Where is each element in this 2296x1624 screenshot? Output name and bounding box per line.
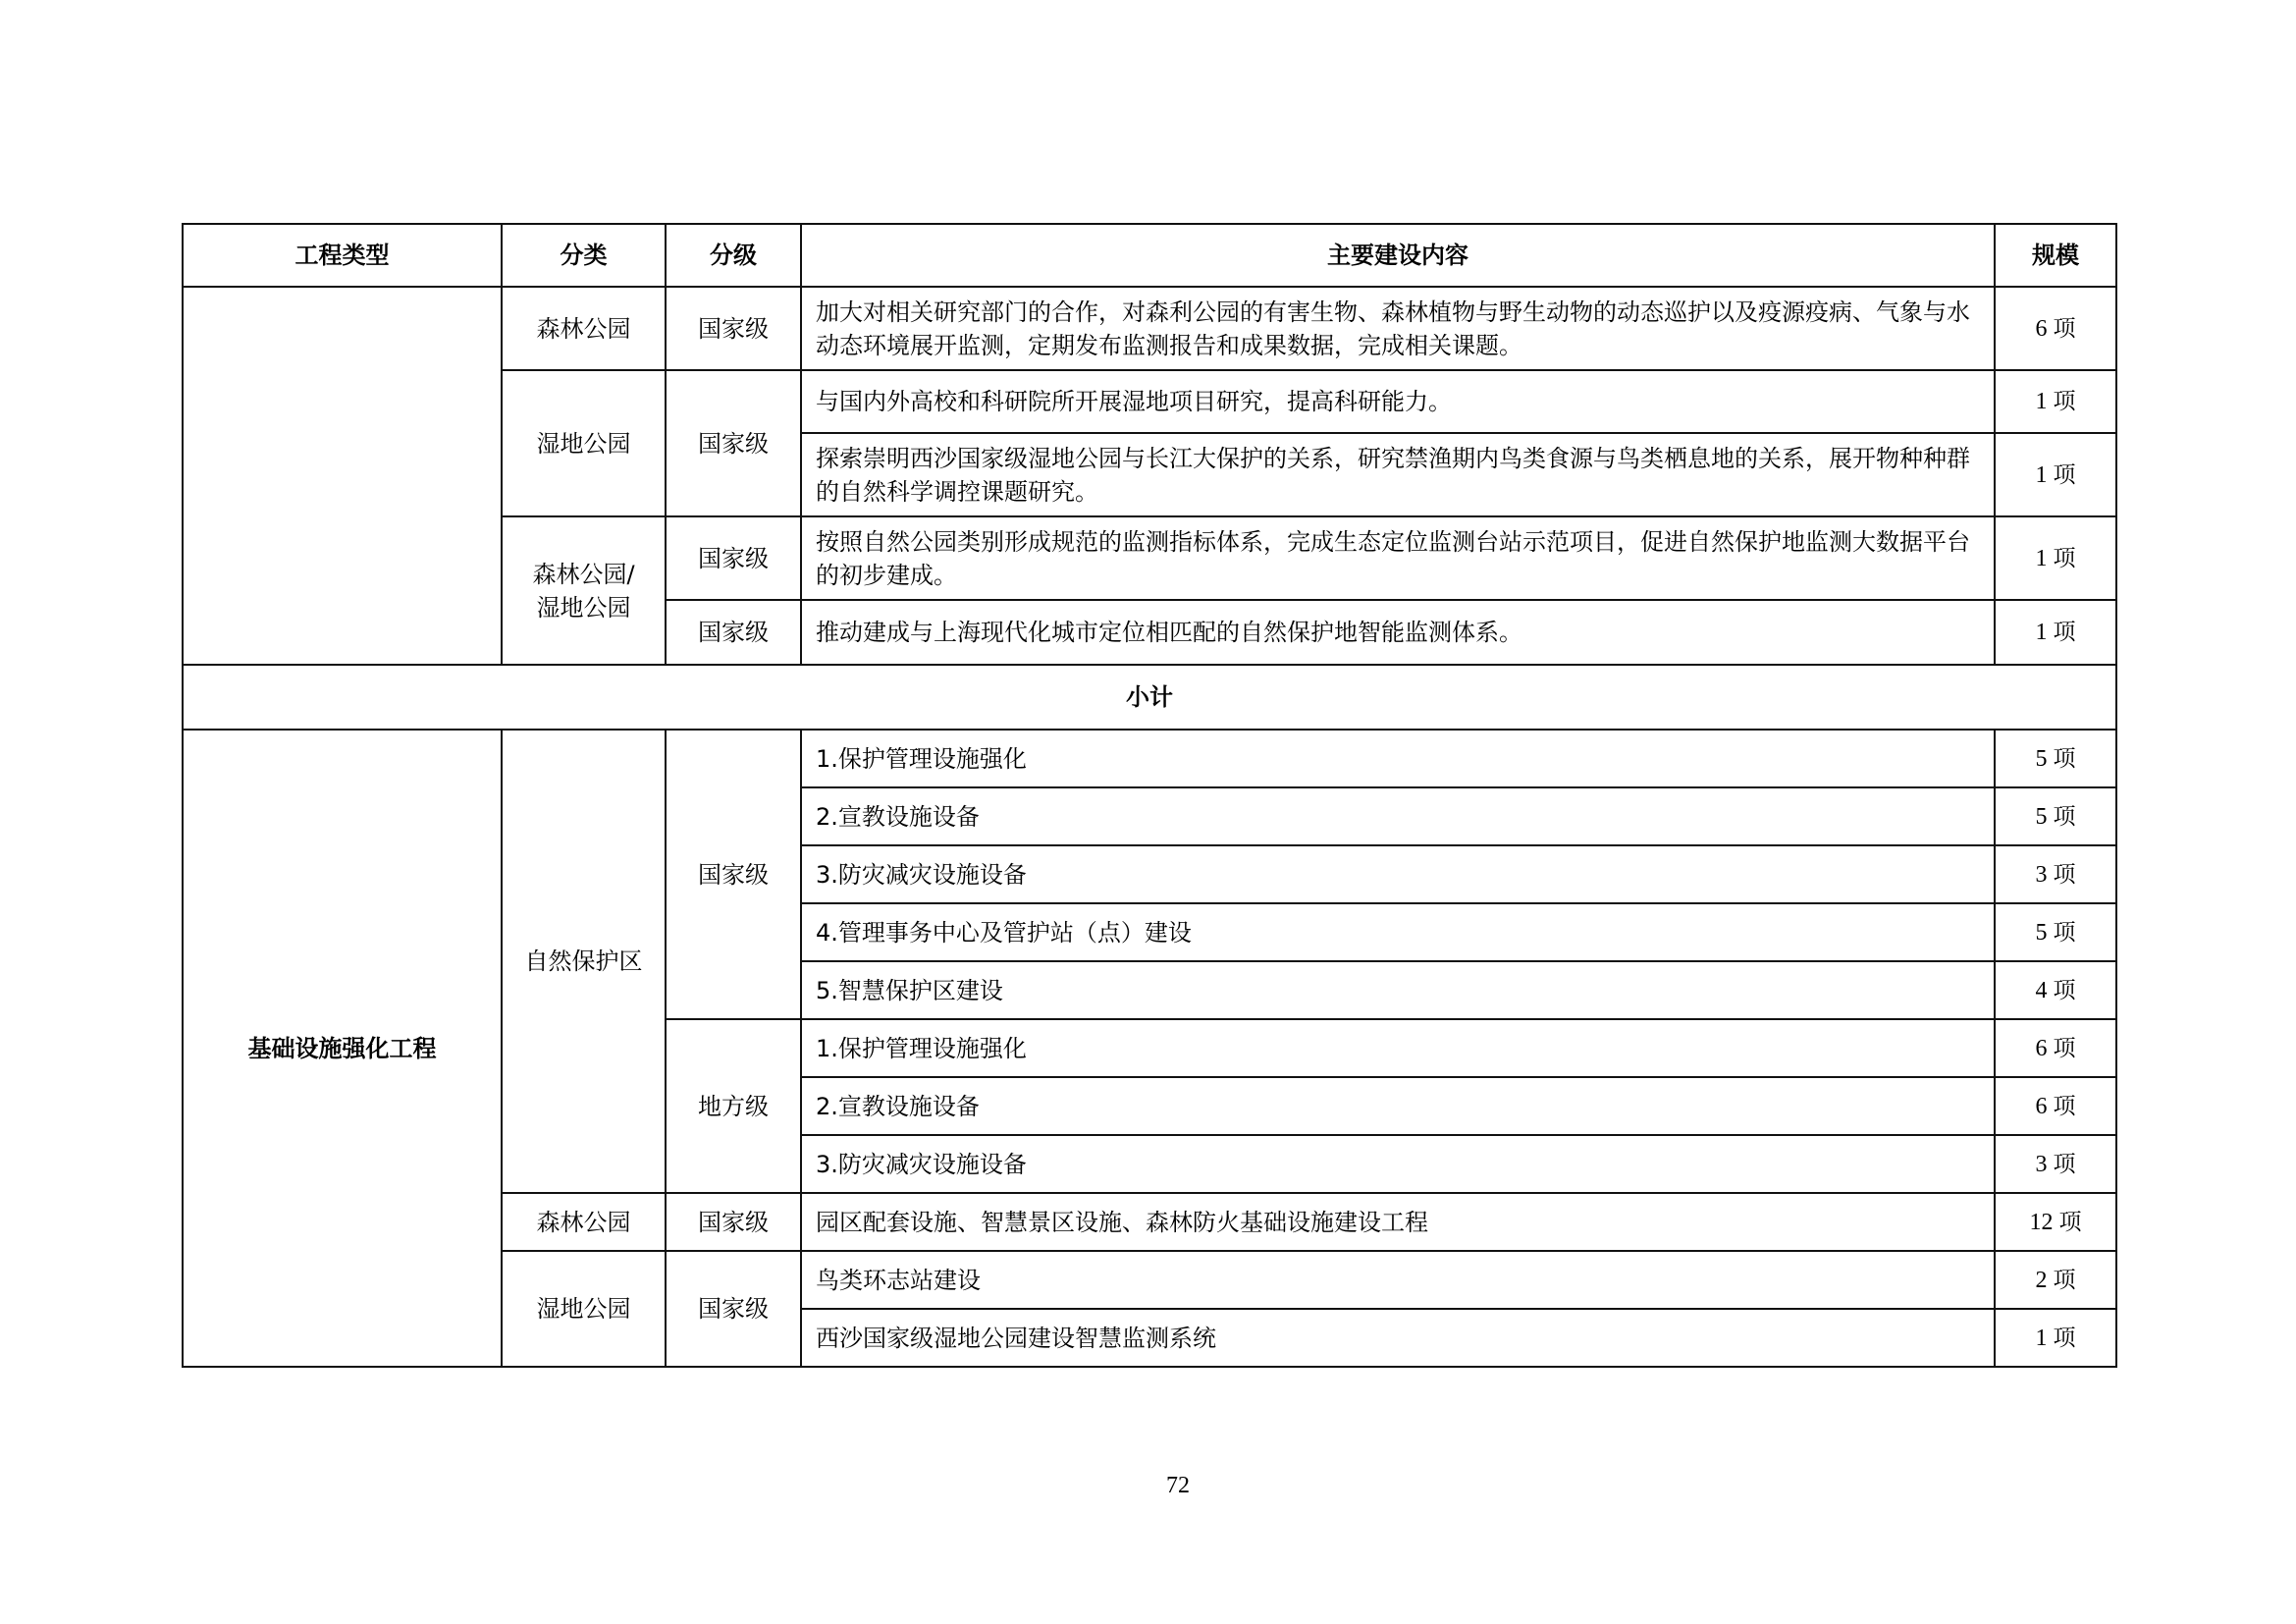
category-cell: 森林公园 [502,1193,666,1251]
scale-number: 2 [2035,1267,2048,1293]
content-cell: 1.保护管理设施强化 [801,1019,1995,1077]
scale-unit: 项 [2053,977,2076,1003]
scale-unit: 项 [2058,1209,2082,1235]
content-cell: 按照自然公园类别形成规范的监测指标体系，完成生态定位监测台站示范项目，促进自然保护地监测大数据平台的初步建成。 [801,516,1995,600]
content-cell: 加大对相关研究部门的合作，对森利公园的有害生物、森林植物与野生动物的动态巡护以及疫源疫病、气象与水动态环境展开监测，定期发布监测报告和成果数据，完成相关课题。 [801,287,1995,370]
scale-unit: 项 [2053,1325,2076,1351]
scale-number: 1 [2035,620,2048,645]
scale-number: 6 [2035,315,2048,342]
content-cell: 2.宣教设施设备 [801,1077,1995,1135]
level-cell: 国家级 [666,730,801,1019]
content-text: 1.保护管理设施强化 [816,744,1027,773]
content-cell: 与国内外高校和科研院所开展湿地项目研究，提高科研能力。 [801,370,1995,433]
scale-cell [1995,787,2116,845]
scale-cell [1995,730,2116,787]
level-cell: 国家级 [666,287,801,370]
scale-cell [1995,600,2116,665]
scale-cell [1995,433,2116,516]
content-cell: 探索崇明西沙国家级湿地公园与长江大保护的关系，研究禁渔期内鸟类食源与鸟类栖息地的关系，展开物种种群的自然科学调控课题研究。 [801,433,1995,516]
scale-unit: 项 [2053,1151,2076,1177]
scale-unit: 项 [2053,919,2076,946]
category-cell [502,516,666,665]
scale-unit: 项 [2053,1035,2076,1061]
content-cell: 推动建成与上海现代化城市定位相匹配的自然保护地智能监测体系。 [801,600,1995,665]
scale-number: 5 [2035,919,2048,946]
scale-number: 1 [2035,1325,2048,1351]
scale-cell [1995,1193,2116,1251]
scale-number: 3 [2035,861,2048,888]
scale-unit: 项 [2053,461,2076,488]
table-row [183,287,2116,370]
scale-cell [1995,1251,2116,1309]
scale-unit: 项 [2053,620,2076,645]
header-level: 分级 [666,224,801,287]
scale-cell [1995,287,2116,370]
content-cell: 5.智慧保护区建设 [801,961,1995,1019]
scale-unit: 项 [2053,861,2076,888]
header-scale: 规模 [1995,224,2116,287]
scale-unit: 项 [2053,803,2076,830]
level-cell: 国家级 [666,1193,801,1251]
scale-cell [1995,961,2116,1019]
scale-unit: 项 [2053,1267,2076,1293]
type-cell [183,287,502,665]
category-cell: 自然保护区 [502,730,666,1193]
content-cell [801,730,1995,787]
scale-number: 12 [2029,1209,2054,1235]
subtotal-label: 小计 [183,665,2116,730]
scale-number: 3 [2035,1151,2048,1177]
category-cell: 湿地公园 [502,370,666,516]
scale-cell [1995,1019,2116,1077]
header-type: 工程类型 [183,224,502,287]
scale-unit: 项 [2053,315,2076,342]
scale-cell [1995,1309,2116,1367]
header-content: 主要建设内容 [801,224,1995,287]
construction-plan-table [182,223,2117,1368]
scale-cell [1995,845,2116,903]
level-cell: 地方级 [666,1019,801,1193]
level-cell: 国家级 [666,516,801,600]
scale-number: 6 [2035,1035,2048,1061]
content-cell: 西沙国家级湿地公园建设智慧监测系统 [801,1309,1995,1367]
category-cell: 森林公园 [502,287,666,370]
type-cell: 基础设施强化工程 [183,730,502,1367]
category-text: 森林公园/湿地公园 [532,560,635,622]
scale-cell [1995,1135,2116,1193]
scale-unit: 项 [2053,1093,2076,1119]
content-cell: 2.宣教设施设备 [801,787,1995,845]
header-category: 分类 [502,224,666,287]
content-cell: 园区配套设施、智慧景区设施、森林防火基础设施建设工程 [801,1193,1995,1251]
scale-number: 1 [2035,461,2048,488]
content-cell: 4.管理事务中心及管护站（点）建设 [801,903,1995,961]
scale-cell [1995,516,2116,600]
scale-cell [1995,1077,2116,1135]
scale-unit: 项 [2053,389,2076,414]
scale-number: 1 [2035,545,2048,571]
header-row [183,224,2116,287]
scale-number: 5 [2035,745,2048,772]
scale-unit: 项 [2053,745,2076,772]
scale-number: 4 [2035,977,2048,1003]
scale-cell [1995,903,2116,961]
table-row [183,730,2116,787]
subtotal-row [183,665,2116,730]
scale-unit: 项 [2053,545,2076,571]
content-cell: 3.防灾减灾设施设备 [801,845,1995,903]
level-cell: 国家级 [666,600,801,665]
level-cell: 国家级 [666,370,801,516]
category-cell: 湿地公园 [502,1251,666,1367]
scale-number: 1 [2035,389,2048,414]
scale-number: 6 [2035,1093,2048,1119]
level-cell: 国家级 [666,1251,801,1367]
scale-number: 5 [2035,803,2048,830]
scale-cell [1995,370,2116,433]
page-number: 72 [1166,1473,1190,1498]
content-cell: 3.防灾减灾设施设备 [801,1135,1995,1193]
content-cell: 鸟类环志站建设 [801,1251,1995,1309]
